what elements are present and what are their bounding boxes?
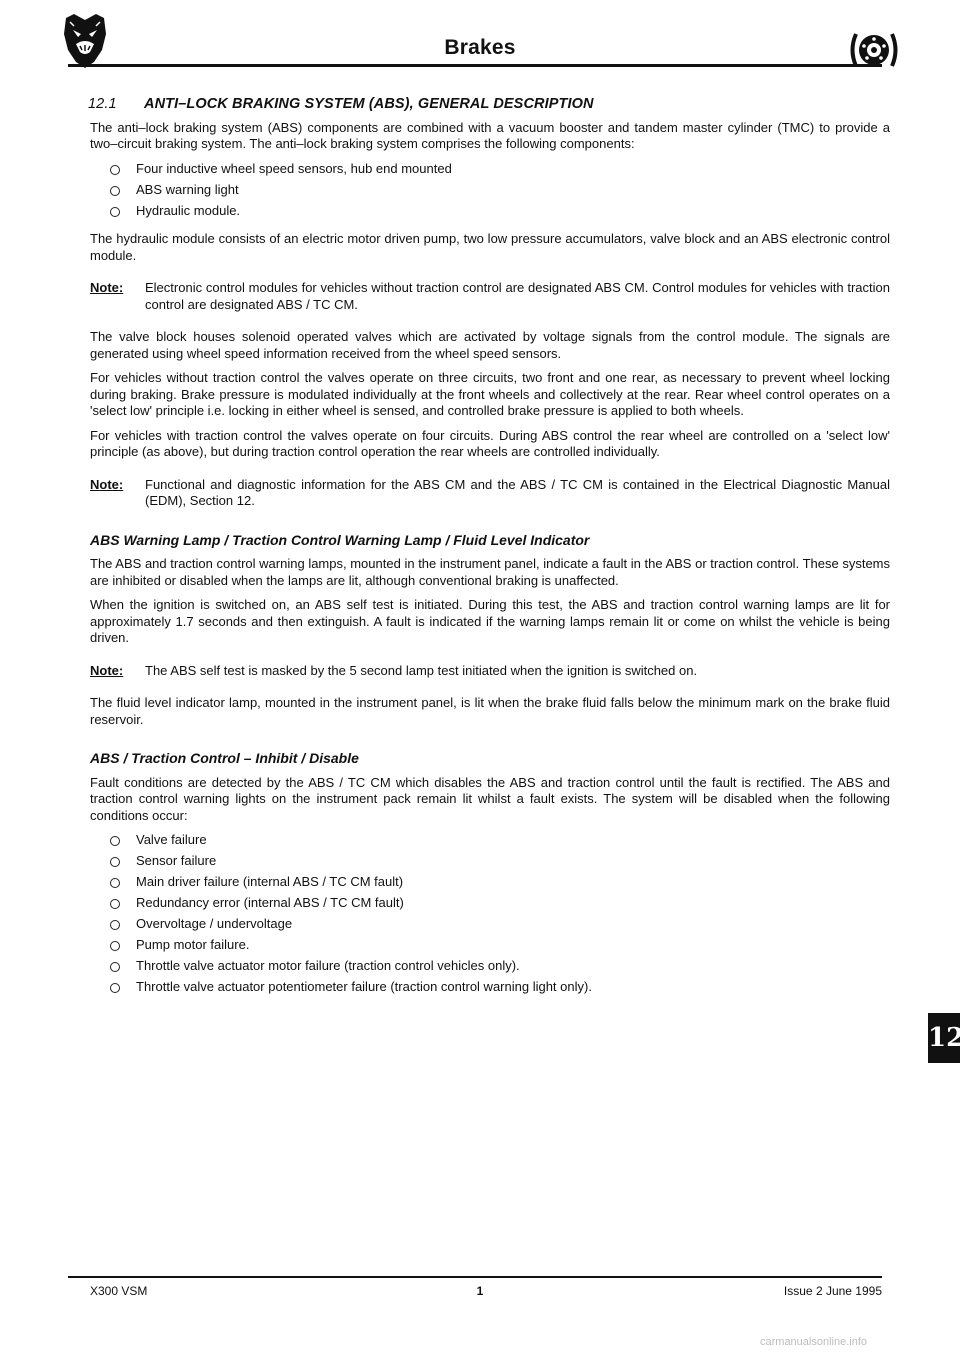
bullet-icon xyxy=(110,836,120,846)
list-item: Pump motor failure. xyxy=(110,937,890,954)
bullet-icon xyxy=(110,941,120,951)
warning-paragraph-1: The ABS and traction control warning lamps, mounted in the instrument panel, indicate a fault in the ABS or traction control. These systems are inhibited or disabled when the lamps are lit, although conventional braking is unaffected. xyxy=(90,556,890,588)
bullet-icon xyxy=(110,899,120,909)
list-item: Throttle valve actuator motor failure (traction control vehicles only). xyxy=(110,958,890,975)
list-item: Valve failure xyxy=(110,832,890,849)
list-item: Four inductive wheel speed sensors, hub end mounted xyxy=(110,161,890,178)
bullet-icon xyxy=(110,962,120,972)
list-item: Main driver failure (internal ABS / TC CM fault) xyxy=(110,874,890,891)
valve-block-paragraph: The valve block houses solenoid operated valves which are activated by voltage signals from the control module. The signals are generated using wheel speed information received from the wheel speed sensors. xyxy=(90,329,890,361)
with-tc-paragraph: For vehicles with traction control the valves operate on four circuits. During ABS control the rear wheel are controlled on a 'select low' principle (as above), but during traction control operation the rear wheels are controlled individually. xyxy=(90,427,890,459)
without-tc-paragraph: For vehicles without traction control the valves operate on three circuits, two front and one rear, as necessary to prevent wheel locking during braking. Brake pressure is modulated individually at the front wheels and collectively at the rear. Rear wheel control operates on a 'select low' principle i.e. locking in either wheel is sensed, and controlled brake pressure is applied to both wheels. xyxy=(90,370,890,418)
note-control-modules xyxy=(90,280,890,313)
list-item: Overvoltage / undervoltage xyxy=(110,916,890,933)
section-title: ANTI–LOCK BRAKING SYSTEM (ABS), GENERAL DESCRIPTION xyxy=(144,96,594,112)
page-header xyxy=(60,8,900,68)
list-item: Redundancy error (internal ABS / TC CM fault) xyxy=(110,895,890,912)
note-label: Note: xyxy=(90,476,124,492)
section-heading xyxy=(88,96,890,113)
note-text: The ABS self test is masked by the 5 second lamp test initiated when the ignition is switched on. xyxy=(145,662,698,678)
list-item: Hydraulic module. xyxy=(110,203,890,220)
bullet-icon xyxy=(110,878,120,888)
fluid-level-paragraph: The fluid level indicator lamp, mounted in the instrument panel, is lit when the brake fluid falls below the minimum mark on the brake fluid reservoir. xyxy=(90,695,890,727)
list-item: ABS warning light xyxy=(110,182,890,199)
note-diagnostic xyxy=(90,477,890,510)
section-thumb-tab: 12 xyxy=(928,1013,960,1063)
bullet-icon xyxy=(110,165,120,175)
fault-condition-list xyxy=(90,832,890,996)
list-item: Throttle valve actuator potentiometer failure (traction control warning light only). xyxy=(110,979,890,996)
component-list xyxy=(90,161,890,220)
page-content xyxy=(90,96,890,1008)
note-self-test xyxy=(90,663,890,680)
footer-manual-code: X300 VSM xyxy=(90,1284,148,1298)
header-divider xyxy=(68,64,882,67)
note-text: Functional and diagnostic information for the ABS CM and the ABS / TC CM is contained in the Electrical Diagnostic Manual (EDM), Section 12. xyxy=(145,476,890,508)
footer-issue-date: Issue 2 June 1995 xyxy=(783,1284,882,1298)
watermark: carmanualsonline.info xyxy=(760,1336,868,1348)
inhibit-paragraph: Fault conditions are detected by the ABS / TC CM which disables the ABS and traction control until the fault is rectified. The ABS and traction control warning lights on the instrument pack remain lit whilst a fault exists. The system will be disabled when the following conditions occur: xyxy=(90,774,890,823)
hydraulic-paragraph: The hydraulic module consists of an electric motor driven pump, two low pressure accumulators, valve block and an ABS electronic control module. xyxy=(90,231,890,263)
bullet-icon xyxy=(110,207,120,217)
bullet-icon xyxy=(110,857,120,867)
section-number: 12.1 xyxy=(88,96,117,112)
bullet-icon xyxy=(110,186,120,196)
footer-divider xyxy=(68,1276,882,1278)
page-title: Brakes xyxy=(444,36,516,59)
bullet-icon xyxy=(110,983,120,993)
note-text: Electronic control modules for vehicles without traction control are designated ABS CM. Control modules for vehicles with traction control are designated ABS / TC CM. xyxy=(145,280,890,312)
inhibit-heading: ABS / Traction Control – Inhibit / Disable xyxy=(90,750,359,766)
warning-paragraph-2: When the ignition is switched on, an ABS self test is initiated. During this test, the ABS and traction control warning lamps are lit for approximately 1.7 seconds and then extinguish. A fault is indicated if the warning lamps remain lit or come on whilst the vehicle is being driven. xyxy=(90,597,890,645)
page-number: 1 xyxy=(476,1284,484,1298)
note-label: Note: xyxy=(90,662,124,678)
warning-lamp-heading: ABS Warning Lamp / Traction Control Warning Lamp / Fluid Level Indicator xyxy=(90,531,590,548)
list-item: Sensor failure xyxy=(110,853,890,870)
note-label: Note: xyxy=(90,280,124,295)
bullet-icon xyxy=(110,920,120,930)
intro-paragraph: The anti–lock braking system (ABS) components are combined with a vacuum booster and tandem master cylinder (TMC) to provide a two–circuit braking system. The anti–lock braking system comprises the following components: xyxy=(90,119,890,151)
